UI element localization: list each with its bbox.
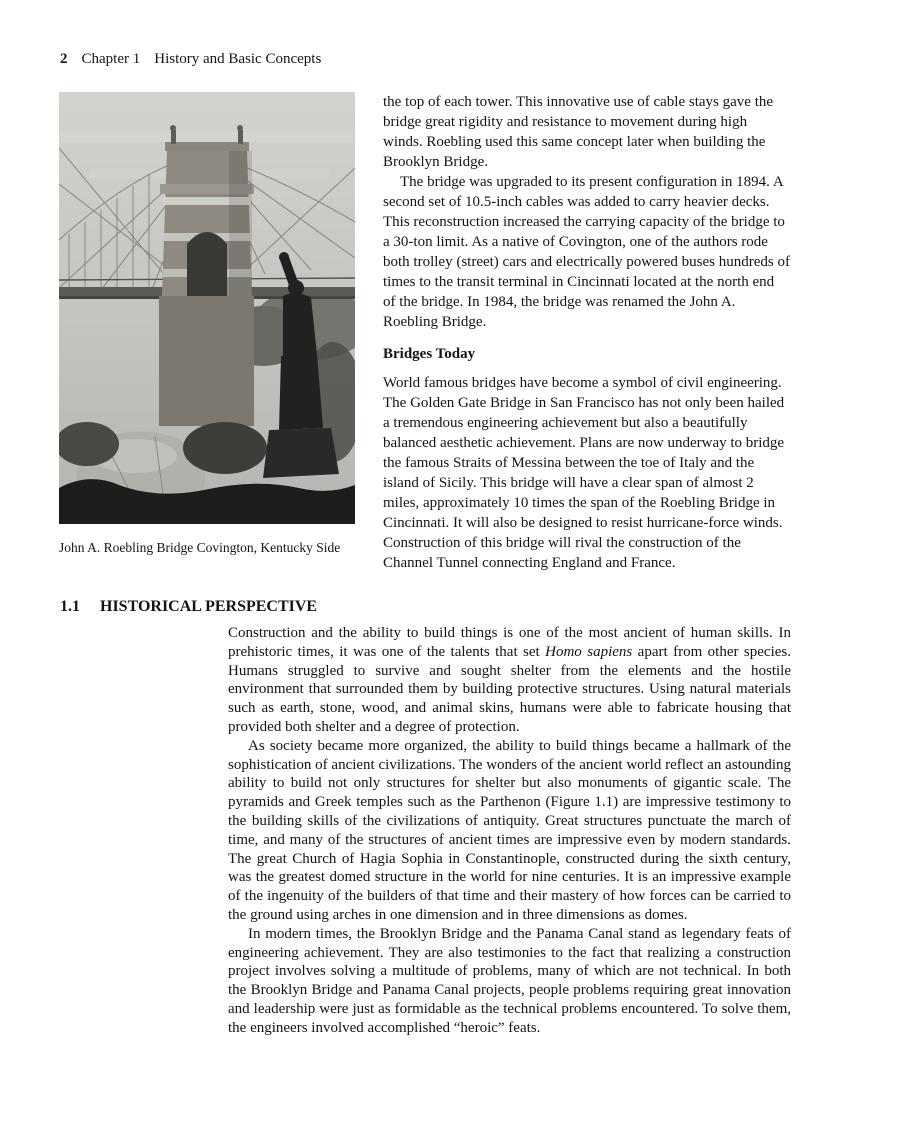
paragraph [228,624,791,737]
figure-caption: John A. Roebling Bridge Covington, Kentucky Side [59,540,341,555]
section-title: HISTORICAL PERSPECTIVE [100,598,318,615]
paragraph: The bridge was upgraded to its present configuration in 1894. A second set of 10.5-inch cables was added to carry heavier decks. This reconstruction increased the carrying capacity of the bridge to a 30-ton limit. As a native of Covington, one of the authors rode both trolley (street) cars and electrically powered buses hundreds of times to the transit terminal in Cincinnati located at the north end of the bridge. In 1984, the bridge was renamed the John A. Roebling Bridge. [383,174,790,330]
running-header [60,51,321,68]
paragraph: the top of each tower. This innovative use of cable stays gave the bridge great rigidity and resistance to movement during high winds. Roebling used this same concept later when building the Brooklyn Bridge. [383,94,774,170]
chapter-label: Chapter 1 [81,51,141,67]
figure-block [59,92,355,573]
bridge-tower [160,125,254,296]
bridge-photo-illustration [59,92,355,524]
paragraph: In modern times, the Brooklyn Bridge and the Panama Canal stand as legendary feats of engineering achievement. They are also testimonies to the fact that realizing a construction project involves solving a multitude of problems, many of which are not technical. In both the Brooklyn Bridge and Panama Canal projects, people problems requiring great innovation and leadership were just as formidable as the technical problems encountered. To solve them, the engineers involved accomplished “heroic” feats. [228,925,791,1036]
paragraph: World famous bridges have become a symbol of civil engineering. The Golden Gate Bridge in San Francisco has not only been hailed a tremendous engineering achievement but also a beautifully balanced aesthetic achievement. Plans are now underway to bridge the famous Straits of Messina between the toe of Italy and the island of Sicily. This bridge will have a clear span of almost 2 miles, approximately 10 times the span of the Roebling Bridge in Cincinnati. It will also be designed to resist hurricane-force winds. Construction of this bridge will rival the construction of the Channel Tunnel connecting England and France. [383,375,785,571]
body-text [228,624,791,1038]
top-section [59,92,790,573]
chapter-title: History and Basic Concepts [154,51,322,67]
bridge-photo-image [59,92,355,524]
paragraph-text: apart from other species. Humans struggled to survive and sought shelter from the elements and the hostile environment that surrounded them by building protective structures. Using natural materials such as earth, stone, wood, and animal skins, humans were able to fabricate housing that provided both shelter and a degree of protection. [228,643,791,735]
right-text-column [383,92,790,573]
subsection-heading: Bridges Today [383,346,476,362]
paragraph-text: Construction and the ability to build things is one of the most ancient of human skills. In prehistoric times, it was one of the talents that set [228,625,791,660]
section-number: 1.1 [60,598,80,615]
paragraph: As society became more organized, the ability to build things became a hallmark of the sophistication of ancient civilizations. The wonders of the ancient world reflect an astounding ability to build not only structures for shelter but also monuments of gigantic scale. The pyramids and Greek temples such as the Parthenon (Figure 1.1) are impressive testimony to the building skills of the civilizations of antiquity. Great structures punctuate the march of time, and many of the structures of ancient times are impressive even by modern standards. The great Church of Hagia Sophia in Constantinople, constructed during the sixth century, was the greatest domed structure in the world for nine centuries. It is an impressive example of the ingenuity of the builders of that time and their mastery of how forces can be carried to the ground using arches in one dimension and in three dimensions as domes. [228,737,791,923]
italic-term: Homo sapiens [545,643,633,660]
page-number: 2 [60,51,68,67]
section-heading [60,598,317,616]
